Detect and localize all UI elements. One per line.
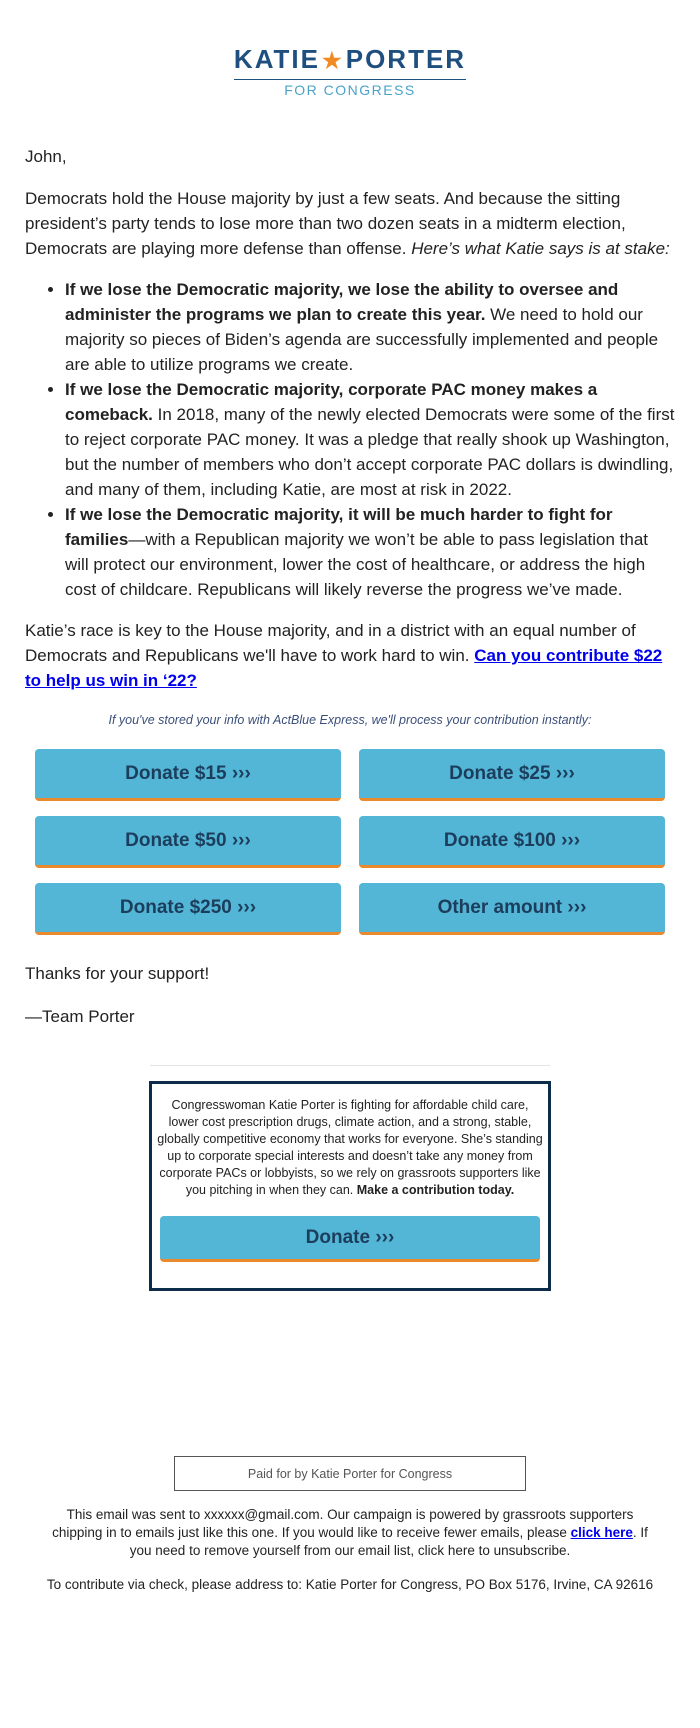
bullet-bold: If we lose the Democratic majority, we lose the ability to oversee and administer the programs we plan to create this year. <box>65 280 619 324</box>
list-item <box>65 377 675 502</box>
bullet-bold: If we lose the Democratic majority, it will be much harder to fight for families <box>65 505 613 549</box>
donate-250-button[interactable]: Donate $250 ››› <box>35 883 341 935</box>
footer-text-1: This email was sent to xxxxxx@gmail.com. Our campaign is powered by grassroots supporters chipping in to emails just like this one. If you would like to receive fewer emails, please <box>52 1507 634 1540</box>
donate-100-button[interactable]: Donate $100 ››› <box>359 816 665 868</box>
donate-other-amount-button[interactable]: Other amount ››› <box>359 883 665 935</box>
intro-paragraph <box>25 186 675 261</box>
logo-name-left: KATIE <box>233 44 320 74</box>
intro-italic: Here’s what Katie says is at stake: <box>411 239 670 258</box>
bio-text <box>157 1097 543 1199</box>
list-item <box>65 277 675 377</box>
ask-paragraph <box>25 618 675 693</box>
actblue-note: If you've stored your info with ActBlue Express, we'll process your contribution instantly: <box>108 713 592 727</box>
bio-bold-cta: Make a contribution today. <box>356 1183 515 1197</box>
list-item <box>65 502 675 602</box>
thanks-text: Thanks for your support! <box>25 964 210 983</box>
bullet-text: We need to hold our majority so pieces of Biden’s agenda are successfully implemented and people are able to utilize programs we create. <box>65 305 659 374</box>
contribute-link[interactable]: Can you contribute $22 to help us win in ‘22? <box>25 646 663 690</box>
ask-text: Katie’s race is key to the House majority, and in a district with an equal number of Democrats and Republicans we'll have to work hard to win. <box>25 621 636 665</box>
bullet-text: —with a Republican majority we won’t be able to pass legislation that will protect our environment, lower the cost of healthcare, or address the high cost of childcare. Republicans will likely reverse the progress we’ve made. <box>65 530 649 599</box>
star-icon: ★ <box>322 48 344 73</box>
footer <box>45 1506 655 1594</box>
logo-subtitle: FOR CONGRESS <box>284 82 416 98</box>
footer-text-2: . If you need to remove yourself from our email list, click here to unsubscribe. <box>129 1525 648 1558</box>
fewer-emails-link[interactable]: click here <box>570 1525 633 1540</box>
divider <box>150 1065 550 1066</box>
mailing-address: To contribute via check, please address to: Katie Porter for Congress, PO Box 5176, Irvine, CA 92616 <box>46 1577 654 1592</box>
donate-50-button[interactable]: Donate $50 ››› <box>35 816 341 868</box>
logo-wordmark <box>234 44 466 80</box>
bio-donate-button[interactable]: Donate ››› <box>160 1216 540 1262</box>
logo <box>0 44 700 98</box>
donate-25-button[interactable]: Donate $25 ››› <box>359 749 665 801</box>
bio-box <box>149 1081 551 1291</box>
signoff: —Team Porter <box>25 1007 135 1026</box>
stakes-list <box>25 277 675 602</box>
email-body <box>0 144 700 693</box>
bullet-text: In 2018, many of the newly elected Democrats were some of the first to reject corporate PAC money. It was a pledge that really shook up Washington, but the number of members who don’t accept corporate PAC dollars is dwindling, and many of them, including Katie, are most at risk in 2022. <box>65 405 675 499</box>
bullet-bold: If we lose the Democratic majority, corporate PAC money makes a comeback. <box>65 380 598 424</box>
footer-text <box>45 1506 655 1560</box>
paid-for-disclaimer: Paid for by Katie Porter for Congress <box>174 1456 526 1491</box>
intro-text: Democrats hold the House majority by just a few seats. And because the sitting president’s party tends to lose more than two dozen seats in a midterm election, Democrats are playing more defense than offense. <box>25 189 626 258</box>
greeting: John, <box>25 147 67 166</box>
bio-paragraph: Congresswoman Katie Porter is fighting for affordable child care, lower cost prescription drugs, climate action, and a strong, stable, globally competitive economy that works for everyone. She’s standing up to corporate special interests and doesn’t take any money from corporate PACs or lobbyists, so we rely on grassroots supporters like you pitching in when they can. <box>157 1098 543 1197</box>
logo-name-right: PORTER <box>345 44 467 74</box>
donate-button-grid <box>35 749 665 935</box>
donate-15-button[interactable]: Donate $15 ››› <box>35 749 341 801</box>
